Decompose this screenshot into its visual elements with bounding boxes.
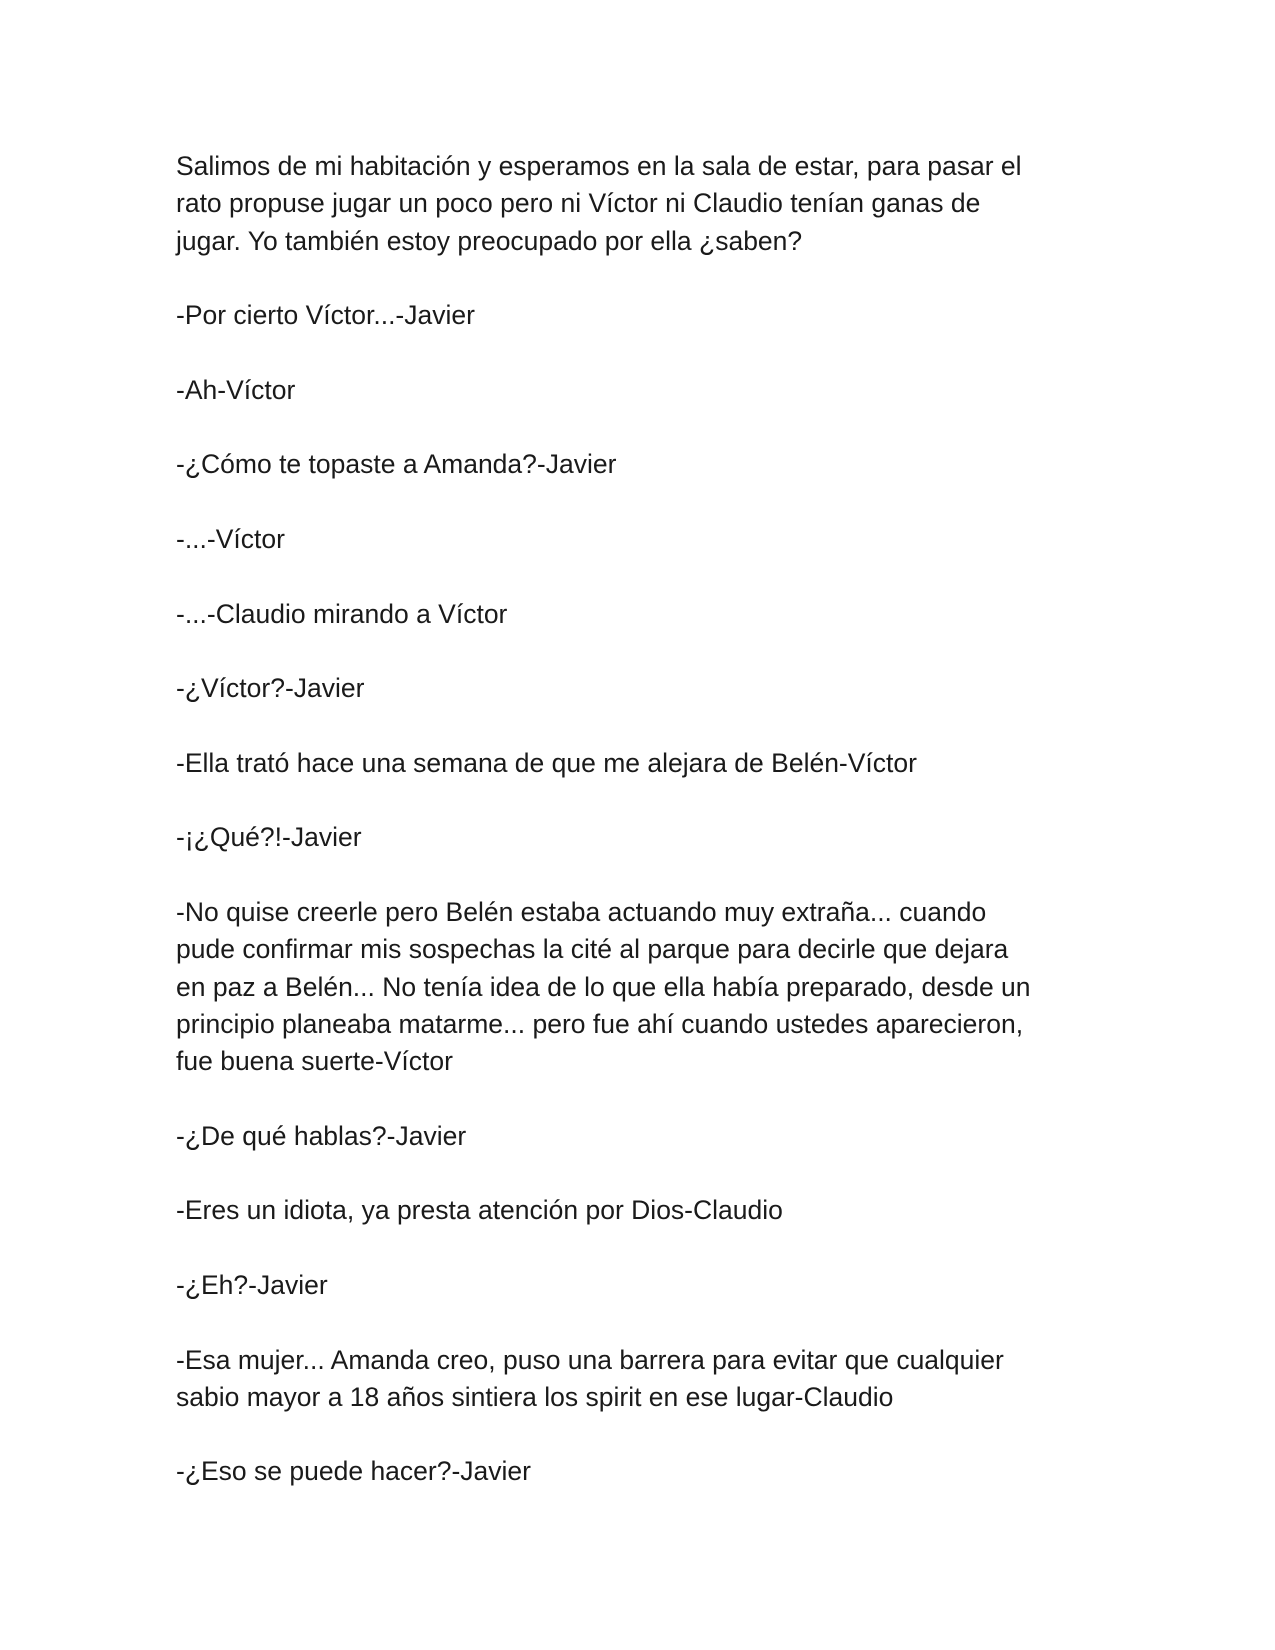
dialogue-line: -...-Claudio mirando a Víctor [176,598,508,629]
narration-paragraph: Salimos de mi habitación y esperamos en la sala de estar, para pasar el rato propuse jugar un poco pero ni Víctor ni Claudio tenían ganas de jugar. Yo también estoy preocupado por ella ¿saben? [176,151,1022,256]
dialogue-line: -¿Víctor?-Javier [176,673,365,704]
dialogue-line: -Esa mujer... Amanda creo, puso una barrera para evitar que cualquier sabio mayor a 18 años sintiera los spirit en ese lugar-Claudio [176,1344,1004,1412]
dialogue-line: -Ella trató hace una semana de que me alejara de Belén-Víctor [176,747,917,778]
dialogue-line: -¡¿Qué?!-Javier [176,822,362,853]
dialogue-line: -Por cierto Víctor...-Javier [176,300,475,331]
dialogue-line: -¿Cómo te topaste a Amanda?-Javier [176,449,617,480]
dialogue-line: -¿Eso se puede hacer?-Javier [176,1456,531,1487]
dialogue-line: -¿Eh?-Javier [176,1269,328,1300]
dialogue-line: -Ah-Víctor [176,374,296,405]
dialogue-line: -¿De qué hablas?-Javier [176,1120,467,1151]
document-body [176,148,1096,1528]
dialogue-line: -...-Víctor [176,523,285,554]
dialogue-line: -No quise creerle pero Belén estaba actuando muy extraña... cuando pude confirmar mis sospechas la cité al parque para decirle que dejara en paz a Belén... No tenía idea de lo que ella había preparado, desde un principio planeaba matarme... pero fue ahí cuando ustedes aparecieron, fue buena suerte-Víctor [176,896,1031,1077]
dialogue-line: -Eres un idiota, ya presta atención por Dios-Claudio [176,1195,783,1226]
